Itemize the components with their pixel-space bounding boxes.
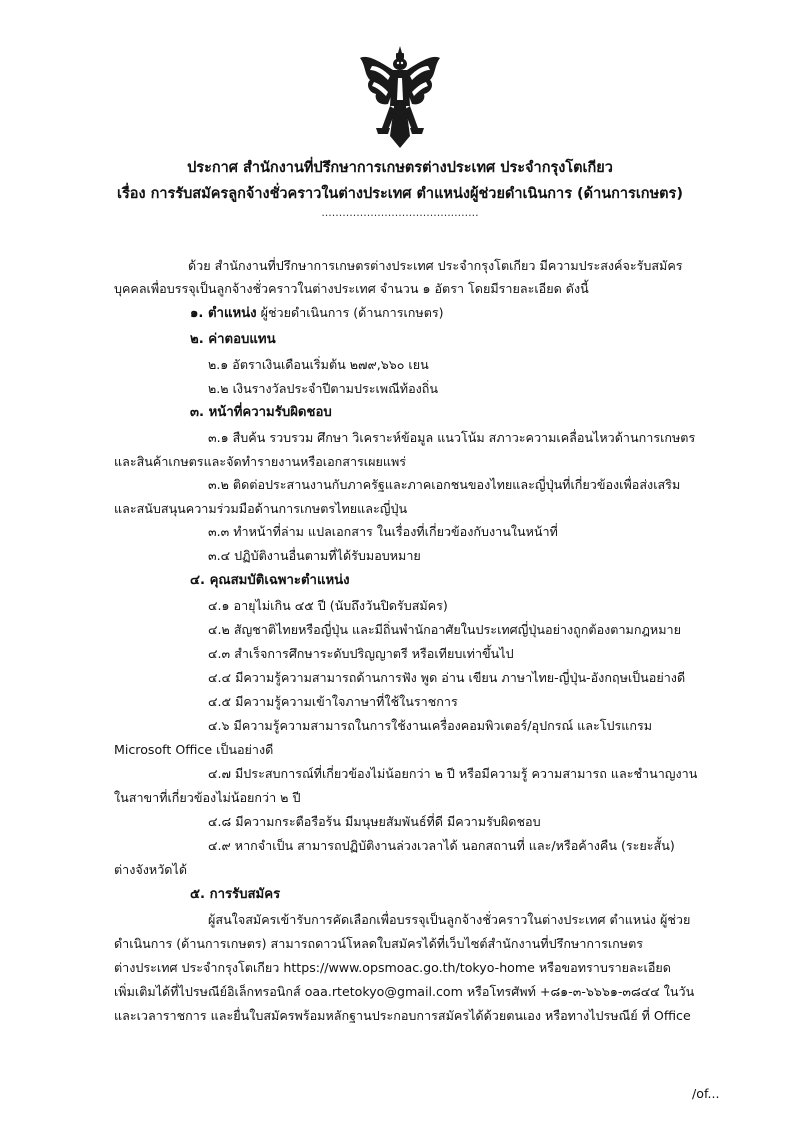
section-4-item-2: ๔.๒ สัญชาติไทยหรือญี่ปุ่น และมีถิ่นพำนักอาศัยในประเทศญี่ปุ่นอย่างถูกต้องตามกฎหมาย bbox=[208, 622, 681, 637]
page-continuation: /of... bbox=[692, 1086, 720, 1101]
section-4-item-9: ๔.๙ หากจำเป็น สามารถปฏิบัติงานล่วงเวลาได้ นอกสถานที่ และ/หรือค้างคืน (ระยะสั้น) bbox=[208, 838, 675, 853]
section-3-item-1-cont: และสินค้าเกษตรและจัดทำรายงานหรือเอกสารเผยแพร่ bbox=[114, 454, 407, 469]
section-5-para-3: ต่างประเทศ ประจำกรุงโตเกียว https://www.opsmoac.go.th/tokyo-home หรือขอทราบรายละเอียด bbox=[114, 960, 671, 975]
section-2-item-1: ๒.๑ อัตราเงินเดือนเริ่มต้น ๒๗๙,๖๖๐ เยน bbox=[208, 357, 429, 372]
section-4-item-5: ๔.๕ มีความรู้ความเข้าใจภาษาที่ใช้ในราชการ bbox=[208, 694, 458, 709]
section-3-item-4: ๓.๔ ปฏิบัติงานอื่นตามที่ได้รับมอบหมาย bbox=[208, 548, 421, 563]
section-1 bbox=[190, 303, 444, 324]
section-2-heading: ๒. ค่าตอบแทน bbox=[190, 332, 276, 347]
section-5-para-4: เพิ่มเติมได้ที่ไปรษณีย์อิเล็กทรอนิกส์ oaa.rtetokyo@gmail.com หรือโทรศัพท์ +๘๑-๓-๖๖๖๑-๓๘๔๔ ในวัน bbox=[114, 984, 695, 999]
section-3-item-2-cont: และสนับสนุนความร่วมมือด้านการเกษตรไทยและญี่ปุ่น bbox=[114, 501, 408, 516]
section-4-item-6: ๔.๖ มีความรู้ความสามารถในการใช้งานเครื่องคอมพิวเตอร์/อุปกรณ์ และโปรแกรม bbox=[208, 718, 653, 733]
section-1-value: ผู้ช่วยดำเนินการ (ด้านการเกษตร) bbox=[260, 305, 444, 320]
section-4-item-7: ๔.๗ มีประสบการณ์ที่เกี่ยวข้องไม่น้อยกว่า ๒ ปี หรือมีความรู้ ความสามารถ และชำนาญงาน bbox=[208, 766, 698, 781]
section-4-item-3: ๔.๓ สำเร็จการศึกษาระดับปริญญาตรี หรือเทียบเท่าขึ้นไป bbox=[208, 646, 514, 661]
section-4-item-8: ๔.๘ มีความกระตือรือร้น มีมนุษยสัมพันธ์ที่ดี มีความรับผิดชอบ bbox=[208, 814, 541, 829]
section-4-item-9-cont: ต่างจังหวัดได้ bbox=[114, 862, 187, 877]
section-4-item-4: ๔.๔ มีความรู้ความสามารถด้านการฟัง พูด อ่าน เขียน ภาษาไทย-ญี่ปุ่น-อังกฤษเป็นอย่างดี bbox=[208, 670, 686, 685]
section-3-item-3: ๓.๓ ทำหน้าที่ล่าม แปลเอกสาร ในเรื่องที่เกี่ยวข้องกับงานในหน้าที่ bbox=[208, 524, 558, 539]
section-4-item-1: ๔.๑ อายุไม่เกิน ๔๕ ปี (นับถึงวันปิดรับสมัคร) bbox=[208, 598, 448, 613]
section-1-label: ๑. ตำแหน่ง bbox=[190, 306, 257, 321]
section-3-heading: ๓. หน้าที่ความรับผิดชอบ bbox=[190, 405, 332, 420]
section-2-item-2: ๒.๒ เงินรางวัลประจำปีตามประเพณีท้องถิ่น bbox=[208, 381, 439, 396]
section-3-item-2: ๓.๒ ติดต่อประสานงานกับภาครัฐและภาคเอกชนของไทยและญี่ปุ่นที่เกี่ยวข้องเพื่อส่งเสริม bbox=[208, 477, 681, 492]
section-5-para-2: ดำเนินการ (ด้านการเกษตร) สามารถดาวน์โหลดใบสมัครได้ที่เว็บไซต์สำนักงานที่ปรึกษาการเกษตร bbox=[114, 936, 644, 951]
section-4-item-6-cont: Microsoft Office เป็นอย่างดี bbox=[114, 742, 274, 757]
intro-line-2: บุคคลเพื่อบรรจุเป็นลูกจ้างชั่วคราวในต่างประเทศ จำนวน ๑ อัตรา โดยมีรายละเอียด ดังนี้ bbox=[114, 281, 589, 296]
announcement-title: ประกาศ สำนักงานที่ปรึกษาการเกษตรต่างประเทศ ประจำกรุงโตเกียว bbox=[187, 160, 613, 176]
announcement-subject: เรื่อง การรับสมัครลูกจ้างชั่วคราวในต่างประเทศ ตำแหน่งผู้ช่วยดำเนินการ (ด้านการเกษตร) bbox=[117, 186, 683, 202]
garuda-emblem-icon bbox=[358, 44, 442, 152]
section-5-para-1: ผู้สนใจสมัครเข้ารับการคัดเลือกเพื่อบรรจุเป็นลูกจ้างชั่วคราวในต่างประเทศ ตำแหน่ง ผู้ช่วย bbox=[208, 912, 691, 927]
title-separator: ............................................. bbox=[321, 206, 479, 219]
intro-line-1: ด้วย สำนักงานที่ปรึกษาการเกษตรต่างประเทศ ประจำกรุงโตเกียว มีความประสงค์จะรับสมัคร bbox=[188, 258, 683, 273]
section-3-item-1: ๓.๑ สืบค้น รวบรวม ศึกษา วิเคราะห์ข้อมูล แนวโน้ม สภาวะความเคลื่อนไหวด้านการเกษตร bbox=[208, 430, 696, 445]
section-5-heading: ๕. การรับสมัคร bbox=[190, 887, 281, 902]
section-4-item-7-cont: ในสาขาที่เกี่ยวข้องไม่น้อยกว่า ๒ ปี bbox=[114, 790, 301, 805]
section-4-heading: ๔. คุณสมบัติเฉพาะตำแหน่ง bbox=[190, 573, 350, 588]
section-5-para-5: และเวลาราชการ และยื่นใบสมัครพร้อมหลักฐานประกอบการสมัครได้ด้วยตนเอง หรือทางไปรษณีย์ ที่ Office bbox=[114, 1008, 691, 1023]
